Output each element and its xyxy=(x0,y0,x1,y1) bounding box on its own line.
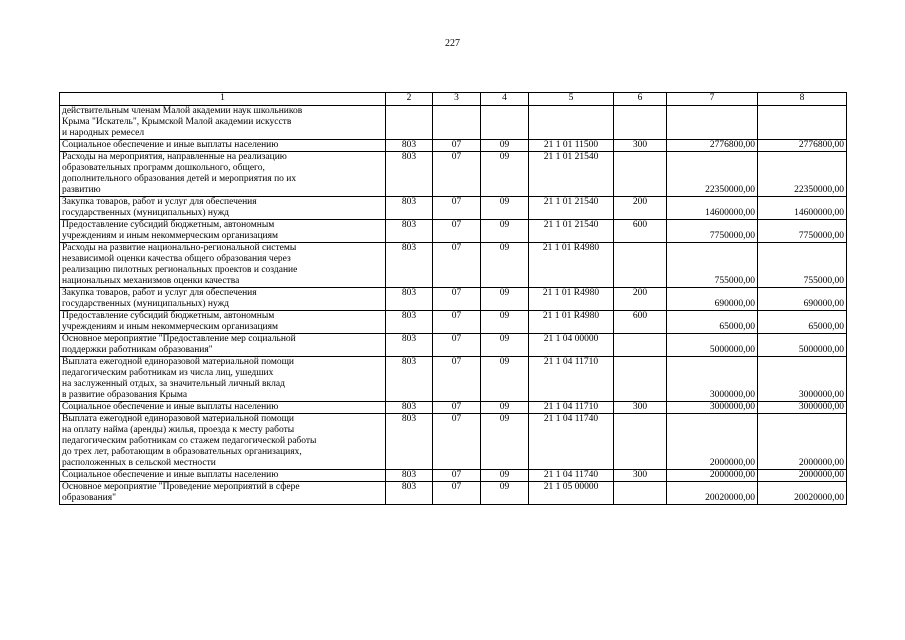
section-code: 07 xyxy=(433,243,481,288)
amount-year-2: 2000000,00 xyxy=(758,470,847,482)
row-title: Выплата ежегодной единоразовой материальной помощи на оплату найма (аренды) жилья, проезда к месту работы педагогическим работникам со стажем педагогической работы до трех лет, работающим в образовательных организациях, расположенных в сельской местности xyxy=(60,414,386,470)
amount-year-1: 2776800,00 xyxy=(667,140,758,152)
budget-table xyxy=(59,92,847,505)
expense-type-code xyxy=(614,243,667,288)
column-number-1: 1 xyxy=(60,93,386,106)
ministry-code: 803 xyxy=(386,152,433,197)
section-code: 07 xyxy=(433,220,481,243)
subsection-code: 09 xyxy=(481,288,529,311)
section-code: 07 xyxy=(433,311,481,334)
target-article-code: 21 1 04 11740 xyxy=(529,470,614,482)
amount-year-2: 14600000,00 xyxy=(758,197,847,220)
target-article-code: 21 1 01 R4980 xyxy=(529,243,614,288)
column-number-4: 4 xyxy=(481,93,529,106)
amount-year-2: 7750000,00 xyxy=(758,220,847,243)
row-title: Расходы на развитие национально-региональной системы независимой оценки качества общего образования через реализацию пилотных региональных проектов и создание национальных механизмов оценки качества xyxy=(60,243,386,288)
expense-type-code: 200 xyxy=(614,288,667,311)
expense-type-code: 200 xyxy=(614,197,667,220)
subsection-code: 09 xyxy=(481,414,529,470)
expense-type-code xyxy=(614,152,667,197)
page-number: 227 xyxy=(445,38,460,49)
column-number-2: 2 xyxy=(386,93,433,106)
subsection-code: 09 xyxy=(481,140,529,152)
amount-year-2: 755000,00 xyxy=(758,243,847,288)
target-article-code: 21 1 01 11500 xyxy=(529,140,614,152)
amount-year-2: 2000000,00 xyxy=(758,414,847,470)
row-title: Основное мероприятие "Проведение мероприятий в сфере образования" xyxy=(60,482,386,505)
amount-year-1: 3000000,00 xyxy=(667,402,758,414)
target-article-code: 21 1 04 11740 xyxy=(529,414,614,470)
ministry-code: 803 xyxy=(386,220,433,243)
expense-type-code xyxy=(614,106,667,140)
amount-year-2: 3000000,00 xyxy=(758,402,847,414)
row-title: Закупка товаров, работ и услуг для обеспечения государственных (муниципальных) нужд xyxy=(60,197,386,220)
expense-type-code: 300 xyxy=(614,140,667,152)
ministry-code: 803 xyxy=(386,334,433,357)
section-code: 07 xyxy=(433,402,481,414)
table-row xyxy=(60,402,847,414)
row-title: Социальное обеспечение и иные выплаты населению xyxy=(60,402,386,414)
amount-year-1: 2000000,00 xyxy=(667,414,758,470)
subsection-code: 09 xyxy=(481,482,529,505)
ministry-code: 803 xyxy=(386,288,433,311)
target-article-code xyxy=(529,106,614,140)
amount-year-2: 65000,00 xyxy=(758,311,847,334)
amount-year-2: 5000000,00 xyxy=(758,334,847,357)
target-article-code: 21 1 01 21540 xyxy=(529,220,614,243)
table-row xyxy=(60,357,847,402)
amount-year-2: 22350000,00 xyxy=(758,152,847,197)
expense-type-code xyxy=(614,414,667,470)
row-title: Социальное обеспечение и иные выплаты населению xyxy=(60,140,386,152)
table-row xyxy=(60,288,847,311)
amount-year-1: 690000,00 xyxy=(667,288,758,311)
expense-type-code xyxy=(614,334,667,357)
table-body xyxy=(60,106,847,505)
row-title: Предоставление субсидий бюджетным, автономным учреждениям и иным некоммерческим организациям xyxy=(60,311,386,334)
row-title: Предоставление субсидий бюджетным, автономным учреждениям и иным некоммерческим организациям xyxy=(60,220,386,243)
section-code: 07 xyxy=(433,140,481,152)
table-row xyxy=(60,140,847,152)
subsection-code: 09 xyxy=(481,152,529,197)
ministry-code: 803 xyxy=(386,402,433,414)
amount-year-2: 3000000,00 xyxy=(758,357,847,402)
amount-year-2 xyxy=(758,106,847,140)
ministry-code: 803 xyxy=(386,357,433,402)
ministry-code: 803 xyxy=(386,197,433,220)
table-row xyxy=(60,197,847,220)
amount-year-2: 690000,00 xyxy=(758,288,847,311)
row-title: Расходы на мероприятия, направленные на реализацию образовательных программ дошкольного, общего, дополнительного образования детей и мероприятия по их развитию xyxy=(60,152,386,197)
ministry-code: 803 xyxy=(386,414,433,470)
table-row xyxy=(60,243,847,288)
section-code: 07 xyxy=(433,482,481,505)
subsection-code: 09 xyxy=(481,197,529,220)
table-row xyxy=(60,482,847,505)
amount-year-1: 14600000,00 xyxy=(667,197,758,220)
expense-type-code xyxy=(614,482,667,505)
column-number-7: 7 xyxy=(667,93,758,106)
table-row xyxy=(60,414,847,470)
target-article-code: 21 1 01 R4980 xyxy=(529,288,614,311)
amount-year-1: 7750000,00 xyxy=(667,220,758,243)
row-title: действительным членам Малой академии наук школьников Крыма "Искатель", Крымской Малой академии искусств и народных ремесел xyxy=(60,106,386,140)
ministry-code: 803 xyxy=(386,482,433,505)
target-article-code: 21 1 01 21540 xyxy=(529,197,614,220)
amount-year-1: 755000,00 xyxy=(667,243,758,288)
amount-year-1: 20020000,00 xyxy=(667,482,758,505)
row-title: Выплата ежегодной единоразовой материальной помощи педагогическим работникам из числа лиц, ушедших на заслуженный отдых, за значительный личный вклад в развитие образования Крыма xyxy=(60,357,386,402)
amount-year-1: 22350000,00 xyxy=(667,152,758,197)
subsection-code: 09 xyxy=(481,470,529,482)
ministry-code: 803 xyxy=(386,140,433,152)
section-code: 07 xyxy=(433,357,481,402)
target-article-code: 21 1 04 11710 xyxy=(529,357,614,402)
amount-year-1: 5000000,00 xyxy=(667,334,758,357)
column-number-8: 8 xyxy=(758,93,847,106)
ministry-code: 803 xyxy=(386,311,433,334)
amount-year-2: 20020000,00 xyxy=(758,482,847,505)
table-row xyxy=(60,334,847,357)
ministry-code xyxy=(386,106,433,140)
section-code: 07 xyxy=(433,197,481,220)
expense-type-code: 600 xyxy=(614,220,667,243)
table-row xyxy=(60,220,847,243)
section-code: 07 xyxy=(433,334,481,357)
target-article-code: 21 1 01 R4980 xyxy=(529,311,614,334)
section-code xyxy=(433,106,481,140)
table-header-row xyxy=(60,93,847,106)
table-row xyxy=(60,311,847,334)
expense-type-code xyxy=(614,357,667,402)
subsection-code: 09 xyxy=(481,220,529,243)
target-article-code: 21 1 04 11710 xyxy=(529,402,614,414)
subsection-code xyxy=(481,106,529,140)
subsection-code: 09 xyxy=(481,311,529,334)
expense-type-code: 300 xyxy=(614,402,667,414)
column-number-5: 5 xyxy=(529,93,614,106)
amount-year-1: 2000000,00 xyxy=(667,470,758,482)
section-code: 07 xyxy=(433,152,481,197)
section-code: 07 xyxy=(433,414,481,470)
ministry-code: 803 xyxy=(386,470,433,482)
ministry-code: 803 xyxy=(386,243,433,288)
table-row xyxy=(60,470,847,482)
target-article-code: 21 1 04 00000 xyxy=(529,334,614,357)
column-number-6: 6 xyxy=(614,93,667,106)
subsection-code: 09 xyxy=(481,243,529,288)
row-title: Закупка товаров, работ и услуг для обеспечения государственных (муниципальных) нужд xyxy=(60,288,386,311)
column-number-3: 3 xyxy=(433,93,481,106)
row-title: Основное мероприятие "Предоставление мер социальной поддержки работникам образования" xyxy=(60,334,386,357)
target-article-code: 21 1 05 00000 xyxy=(529,482,614,505)
section-code: 07 xyxy=(433,288,481,311)
amount-year-1 xyxy=(667,106,758,140)
row-title: Социальное обеспечение и иные выплаты населению xyxy=(60,470,386,482)
table-row xyxy=(60,106,847,140)
target-article-code: 21 1 01 21540 xyxy=(529,152,614,197)
subsection-code: 09 xyxy=(481,357,529,402)
subsection-code: 09 xyxy=(481,402,529,414)
amount-year-2: 2776800,00 xyxy=(758,140,847,152)
table-row xyxy=(60,152,847,197)
amount-year-1: 3000000,00 xyxy=(667,357,758,402)
amount-year-1: 65000,00 xyxy=(667,311,758,334)
expense-type-code: 300 xyxy=(614,470,667,482)
subsection-code: 09 xyxy=(481,334,529,357)
section-code: 07 xyxy=(433,470,481,482)
expense-type-code: 600 xyxy=(614,311,667,334)
